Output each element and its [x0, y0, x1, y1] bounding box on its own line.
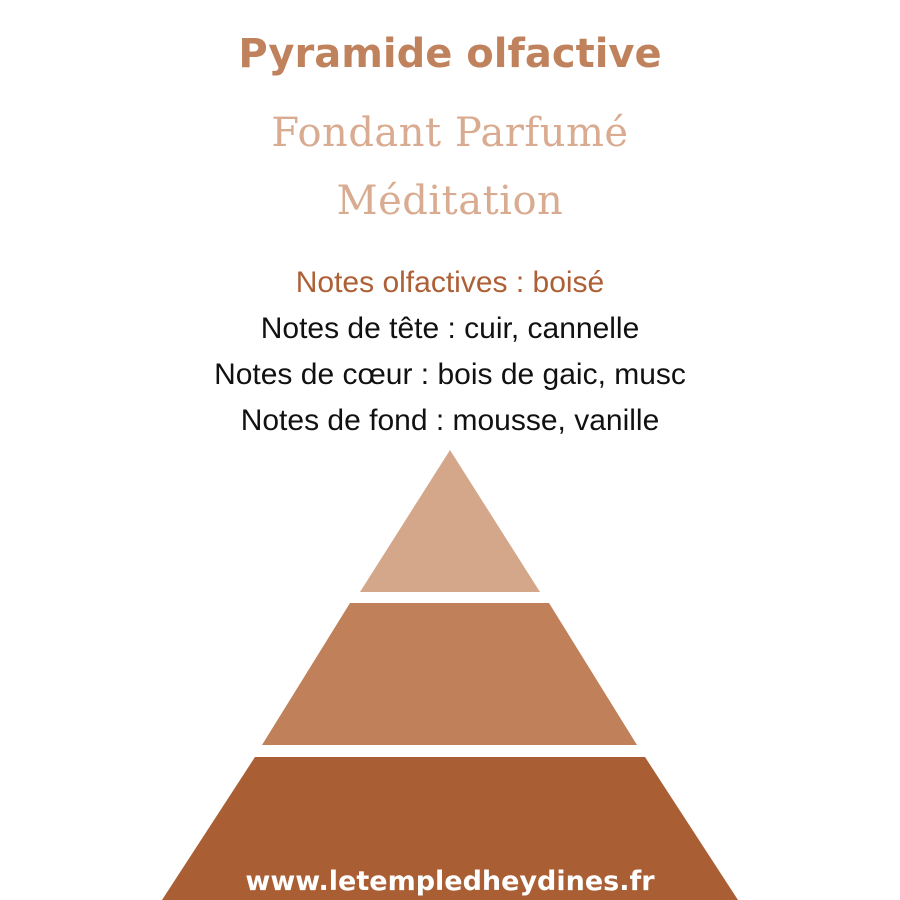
product-variant: Méditation: [336, 178, 564, 224]
page-title: Pyramide olfactive: [238, 31, 662, 77]
base-notes: Notes de fond : mousse, vanille: [240, 404, 660, 437]
pyramid-middle-tier: [262, 603, 637, 745]
top-notes: Notes de tête : cuir, cannelle: [260, 312, 640, 345]
olfactive-family: Notes olfactives : boisé: [295, 266, 605, 299]
product-name: Fondant Parfumé: [271, 110, 629, 156]
heart-notes: Notes de cœur : bois de gaic, musc: [214, 358, 686, 391]
pyramid-top-tier: [360, 450, 540, 592]
website-link[interactable]: www.letempledheydines.fr: [245, 866, 655, 897]
